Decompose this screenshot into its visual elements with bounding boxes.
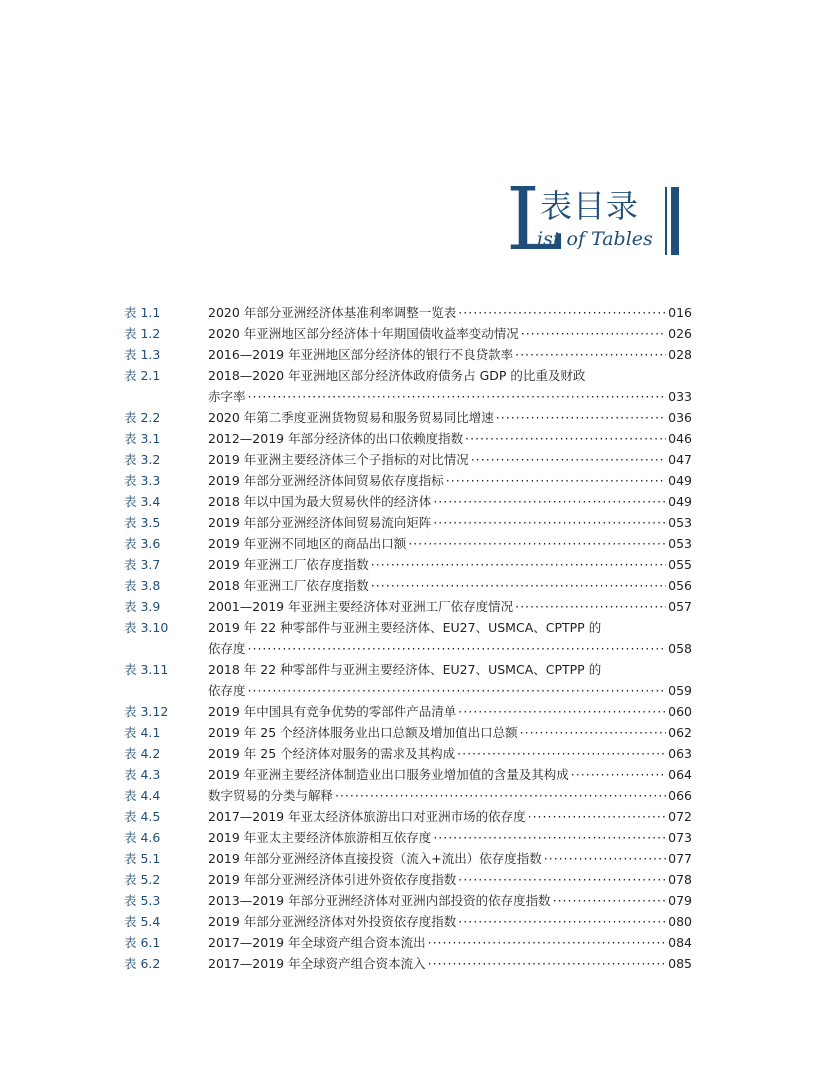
toc-entry-body bbox=[208, 785, 692, 806]
toc-entry[interactable] bbox=[124, 575, 692, 596]
toc-entry-body bbox=[208, 722, 692, 743]
table-number: 表 4.6 bbox=[124, 830, 161, 845]
toc-entry[interactable] bbox=[124, 302, 692, 323]
dot-leader bbox=[433, 512, 666, 533]
page-number: 053 bbox=[668, 536, 692, 551]
toc-entry-line bbox=[208, 869, 692, 890]
toc-entry-line bbox=[208, 638, 692, 659]
table-title: 2019 年亚太主要经济体旅游相互依存度 bbox=[208, 830, 432, 845]
toc-entry-body bbox=[208, 575, 692, 596]
dot-leader bbox=[433, 491, 666, 512]
toc-entry-line bbox=[208, 827, 692, 848]
table-title: 2019 年部分亚洲经济体对外投资依存度指数 bbox=[208, 914, 457, 929]
table-title: 2019 年部分亚洲经济体间贸易流向矩阵 bbox=[208, 515, 432, 530]
dot-leader bbox=[471, 449, 666, 470]
table-number: 表 4.4 bbox=[124, 788, 161, 803]
dot-leader bbox=[248, 386, 667, 407]
table-title: 2019 年部分亚洲经济体引进外资依存度指数 bbox=[208, 872, 457, 887]
toc-entry-line bbox=[208, 407, 692, 428]
toc-entry[interactable] bbox=[124, 932, 692, 953]
toc-entry-line bbox=[208, 323, 692, 344]
dot-leader bbox=[458, 302, 666, 323]
toc-entry-body bbox=[208, 470, 692, 491]
table-title: 2016—2019 年亚洲地区部分经济体的银行不良贷款率 bbox=[208, 347, 514, 362]
toc-entry-body bbox=[208, 701, 692, 722]
toc-entry-body bbox=[208, 617, 692, 659]
toc-entry-body bbox=[208, 596, 692, 617]
table-number: 表 3.1 bbox=[124, 431, 161, 446]
toc-entry-line bbox=[208, 449, 692, 470]
table-title: 2019 年亚洲主要经济体三个子指标的对比情况 bbox=[208, 452, 469, 467]
table-number: 表 3.4 bbox=[124, 494, 161, 509]
toc-entry-line bbox=[208, 575, 692, 596]
table-title: 2017—2019 年全球资产组合资本流入 bbox=[208, 956, 426, 971]
toc-entry[interactable] bbox=[124, 617, 692, 659]
table-number: 表 5.4 bbox=[124, 914, 161, 929]
toc-entry-line bbox=[208, 554, 692, 575]
table-title: 2019 年中国具有竞争优势的零部件产品清单 bbox=[208, 704, 457, 719]
toc-entry-body bbox=[208, 764, 692, 785]
toc-entry-line bbox=[208, 344, 692, 365]
table-title: 数字贸易的分类与解释 bbox=[208, 788, 334, 803]
list-of-tables-header bbox=[500, 170, 700, 270]
toc-entry-line bbox=[208, 302, 692, 323]
table-number: 表 5.1 bbox=[124, 851, 161, 866]
page-number: 036 bbox=[668, 410, 692, 425]
table-number: 表 6.1 bbox=[124, 935, 161, 950]
table-number: 表 2.1 bbox=[124, 368, 161, 383]
table-number: 表 3.9 bbox=[124, 599, 161, 614]
table-title: 赤字率 bbox=[208, 389, 246, 404]
table-number: 表 6.2 bbox=[124, 956, 161, 971]
page-number: 046 bbox=[668, 431, 692, 446]
table-title: 2018 年 22 种零部件与亚洲主要经济体、EU27、USMCA、CPTPP 的 bbox=[208, 662, 602, 677]
toc-entry[interactable] bbox=[124, 890, 692, 911]
page-number: 066 bbox=[668, 788, 692, 803]
toc-entry-body bbox=[208, 659, 692, 701]
toc-entry-body bbox=[208, 806, 692, 827]
table-title: 2019 年亚洲工厂依存度指数 bbox=[208, 557, 369, 572]
toc-entry-body bbox=[208, 827, 692, 848]
toc-entry-line bbox=[208, 596, 692, 617]
table-title: 2018—2020 年亚洲地区部分经济体政府债务占 GDP 的比重及财政 bbox=[208, 368, 586, 383]
toc-entry-body bbox=[208, 365, 692, 407]
toc-entry-body bbox=[208, 533, 692, 554]
toc-entry-line bbox=[208, 470, 692, 491]
toc-entry[interactable] bbox=[124, 785, 692, 806]
page-number: 047 bbox=[668, 452, 692, 467]
toc-entry[interactable] bbox=[124, 722, 692, 743]
table-title: 2017—2019 年全球资产组合资本流出 bbox=[208, 935, 426, 950]
toc-entry-line bbox=[208, 512, 692, 533]
table-title: 2019 年 22 种零部件与亚洲主要经济体、EU27、USMCA、CPTPP 的 bbox=[208, 620, 602, 635]
toc-entry-line bbox=[208, 890, 692, 911]
toc-entry-line bbox=[208, 680, 692, 701]
dot-leader bbox=[433, 827, 666, 848]
table-title: 2019 年部分亚洲经济体直接投资（流入+流出）依存度指数 bbox=[208, 851, 542, 866]
toc-entry-line bbox=[208, 659, 692, 680]
table-number: 表 3.12 bbox=[124, 704, 169, 719]
page-number: 058 bbox=[668, 641, 692, 656]
toc-entry-line bbox=[208, 743, 692, 764]
page-title: 表目录 bbox=[540, 187, 640, 225]
table-number: 表 4.5 bbox=[124, 809, 161, 824]
toc-entry[interactable] bbox=[124, 407, 692, 428]
dot-leader bbox=[428, 953, 667, 974]
toc-entry-body bbox=[208, 449, 692, 470]
toc-entry[interactable] bbox=[124, 764, 692, 785]
table-title: 2018 年亚洲工厂依存度指数 bbox=[208, 578, 369, 593]
table-number: 表 3.3 bbox=[124, 473, 161, 488]
toc-entry[interactable] bbox=[124, 323, 692, 344]
toc-entry-body bbox=[208, 911, 692, 932]
table-number: 表 1.2 bbox=[124, 326, 161, 341]
table-title: 依存度 bbox=[208, 683, 246, 698]
toc-entry-body bbox=[208, 554, 692, 575]
toc-entry-line bbox=[208, 428, 692, 449]
dot-leader bbox=[553, 890, 667, 911]
toc-entry[interactable] bbox=[124, 470, 692, 491]
table-title: 2017—2019 年亚太经济体旅游出口对亚洲市场的依存度 bbox=[208, 809, 526, 824]
table-number: 表 3.11 bbox=[124, 662, 169, 677]
page-number: 078 bbox=[668, 872, 692, 887]
toc-entry-body bbox=[208, 932, 692, 953]
page-number: 085 bbox=[668, 956, 692, 971]
toc-entry-line bbox=[208, 365, 692, 386]
table-number: 表 3.8 bbox=[124, 578, 161, 593]
toc-entry[interactable] bbox=[124, 848, 692, 869]
toc-entry-body bbox=[208, 323, 692, 344]
dot-leader bbox=[371, 554, 666, 575]
table-title: 2020 年第二季度亚洲货物贸易和服务贸易同比增速 bbox=[208, 410, 494, 425]
toc-entry-line bbox=[208, 722, 692, 743]
toc-entry[interactable] bbox=[124, 869, 692, 890]
toc-entry-line bbox=[208, 491, 692, 512]
dot-leader bbox=[515, 596, 666, 617]
page-number: 033 bbox=[668, 389, 692, 404]
toc-entry[interactable] bbox=[124, 491, 692, 512]
toc-entry-body bbox=[208, 869, 692, 890]
toc-entry-body bbox=[208, 407, 692, 428]
table-number: 表 3.7 bbox=[124, 557, 161, 572]
page-number: 060 bbox=[668, 704, 692, 719]
toc-entry-body bbox=[208, 428, 692, 449]
dot-leader bbox=[520, 722, 667, 743]
toc-entry[interactable] bbox=[124, 512, 692, 533]
toc-entry-line bbox=[208, 911, 692, 932]
dot-leader bbox=[515, 344, 666, 365]
toc-entry[interactable] bbox=[124, 428, 692, 449]
page-number: 079 bbox=[668, 893, 692, 908]
toc-entry-line bbox=[208, 932, 692, 953]
decorative-thick-bar bbox=[671, 187, 679, 255]
page-number: 056 bbox=[668, 578, 692, 593]
page-number: 016 bbox=[668, 305, 692, 320]
table-number: 表 4.1 bbox=[124, 725, 161, 740]
dot-leader bbox=[371, 575, 666, 596]
dot-leader bbox=[248, 638, 667, 659]
dot-leader bbox=[496, 407, 666, 428]
dot-leader bbox=[544, 848, 666, 869]
toc-entry[interactable] bbox=[124, 827, 692, 848]
toc-entry[interactable] bbox=[124, 449, 692, 470]
page-number: 062 bbox=[668, 725, 692, 740]
toc-entry-line bbox=[208, 953, 692, 974]
toc-entry-line bbox=[208, 533, 692, 554]
table-number: 表 5.2 bbox=[124, 872, 161, 887]
toc-entry-body bbox=[208, 848, 692, 869]
toc-entry-line bbox=[208, 848, 692, 869]
dot-leader bbox=[458, 701, 666, 722]
page-number: 064 bbox=[668, 767, 692, 782]
table-number: 表 5.3 bbox=[124, 893, 161, 908]
dot-leader bbox=[446, 470, 666, 491]
toc-entry-body bbox=[208, 491, 692, 512]
toc-entry[interactable] bbox=[124, 953, 692, 974]
page-number: 049 bbox=[668, 494, 692, 509]
page-number: 072 bbox=[668, 809, 692, 824]
dot-leader bbox=[571, 764, 666, 785]
table-title: 2012—2019 年部分经济体的出口依赖度指数 bbox=[208, 431, 464, 446]
toc-entry[interactable] bbox=[124, 659, 692, 701]
dot-leader bbox=[458, 911, 666, 932]
dot-leader bbox=[248, 680, 667, 701]
toc-entry-body bbox=[208, 953, 692, 974]
toc-entry-line bbox=[208, 785, 692, 806]
dot-leader bbox=[465, 428, 666, 449]
table-title: 2018 年以中国为最大贸易伙伴的经济体 bbox=[208, 494, 432, 509]
table-number: 表 4.2 bbox=[124, 746, 161, 761]
toc-entry[interactable] bbox=[124, 365, 692, 407]
toc-entry[interactable] bbox=[124, 911, 692, 932]
toc-entry-line bbox=[208, 617, 692, 638]
toc-entry-body bbox=[208, 344, 692, 365]
dot-leader bbox=[521, 323, 666, 344]
toc-entry-line bbox=[208, 806, 692, 827]
toc-entry[interactable] bbox=[124, 554, 692, 575]
toc-entry-body bbox=[208, 890, 692, 911]
table-title: 2019 年亚洲主要经济体制造业出口服务业增加值的含量及其构成 bbox=[208, 767, 569, 782]
toc-entry-body bbox=[208, 512, 692, 533]
dot-leader bbox=[408, 533, 666, 554]
toc-entry-line bbox=[208, 386, 692, 407]
table-number: 表 1.1 bbox=[124, 305, 161, 320]
table-title: 依存度 bbox=[208, 641, 246, 656]
page-number: 059 bbox=[668, 683, 692, 698]
table-of-contents-list bbox=[124, 302, 692, 974]
table-number: 表 3.10 bbox=[124, 620, 169, 635]
decorative-initial-letter: L bbox=[506, 170, 564, 270]
table-number: 表 2.2 bbox=[124, 410, 161, 425]
dot-leader bbox=[335, 785, 666, 806]
table-number: 表 1.3 bbox=[124, 347, 161, 362]
table-title: 2019 年 25 个经济体服务业出口总额及增加值出口总额 bbox=[208, 725, 518, 740]
page-number: 063 bbox=[668, 746, 692, 761]
table-title: 2019 年部分亚洲经济体间贸易依存度指标 bbox=[208, 473, 444, 488]
table-title: 2013—2019 年部分亚洲经济体对亚洲内部投资的依存度指数 bbox=[208, 893, 551, 908]
toc-entry-body bbox=[208, 743, 692, 764]
page-number: 053 bbox=[668, 515, 692, 530]
dot-leader bbox=[428, 932, 667, 953]
toc-entry[interactable] bbox=[124, 806, 692, 827]
page-subtitle: ist of Tables bbox=[537, 228, 653, 250]
toc-entry-line bbox=[208, 764, 692, 785]
dot-leader bbox=[457, 743, 666, 764]
toc-entry[interactable] bbox=[124, 743, 692, 764]
table-title: 2019 年 25 个经济体对服务的需求及其构成 bbox=[208, 746, 456, 761]
page-number: 080 bbox=[668, 914, 692, 929]
table-title: 2019 年亚洲不同地区的商品出口额 bbox=[208, 536, 407, 551]
page-number: 073 bbox=[668, 830, 692, 845]
table-title: 2020 年亚洲地区部分经济体十年期国债收益率变动情况 bbox=[208, 326, 519, 341]
table-number: 表 3.6 bbox=[124, 536, 161, 551]
toc-entry[interactable] bbox=[124, 701, 692, 722]
dot-leader bbox=[528, 806, 667, 827]
toc-entry-body bbox=[208, 302, 692, 323]
page-number: 077 bbox=[668, 851, 692, 866]
table-title: 2020 年部分亚洲经济体基准利率调整一览表 bbox=[208, 305, 457, 320]
page-number: 028 bbox=[668, 347, 692, 362]
table-number: 表 3.5 bbox=[124, 515, 161, 530]
decorative-thin-bar bbox=[665, 187, 667, 255]
page-number: 057 bbox=[668, 599, 692, 614]
toc-entry[interactable] bbox=[124, 533, 692, 554]
table-title: 2001—2019 年亚洲主要经济体对亚洲工厂依存度情况 bbox=[208, 599, 514, 614]
dot-leader bbox=[458, 869, 666, 890]
toc-entry[interactable] bbox=[124, 596, 692, 617]
table-number: 表 4.3 bbox=[124, 767, 161, 782]
toc-entry-line bbox=[208, 701, 692, 722]
table-number: 表 3.2 bbox=[124, 452, 161, 467]
page-number: 084 bbox=[668, 935, 692, 950]
page-number: 026 bbox=[668, 326, 692, 341]
page-number: 049 bbox=[668, 473, 692, 488]
page-number: 055 bbox=[668, 557, 692, 572]
toc-entry[interactable] bbox=[124, 344, 692, 365]
